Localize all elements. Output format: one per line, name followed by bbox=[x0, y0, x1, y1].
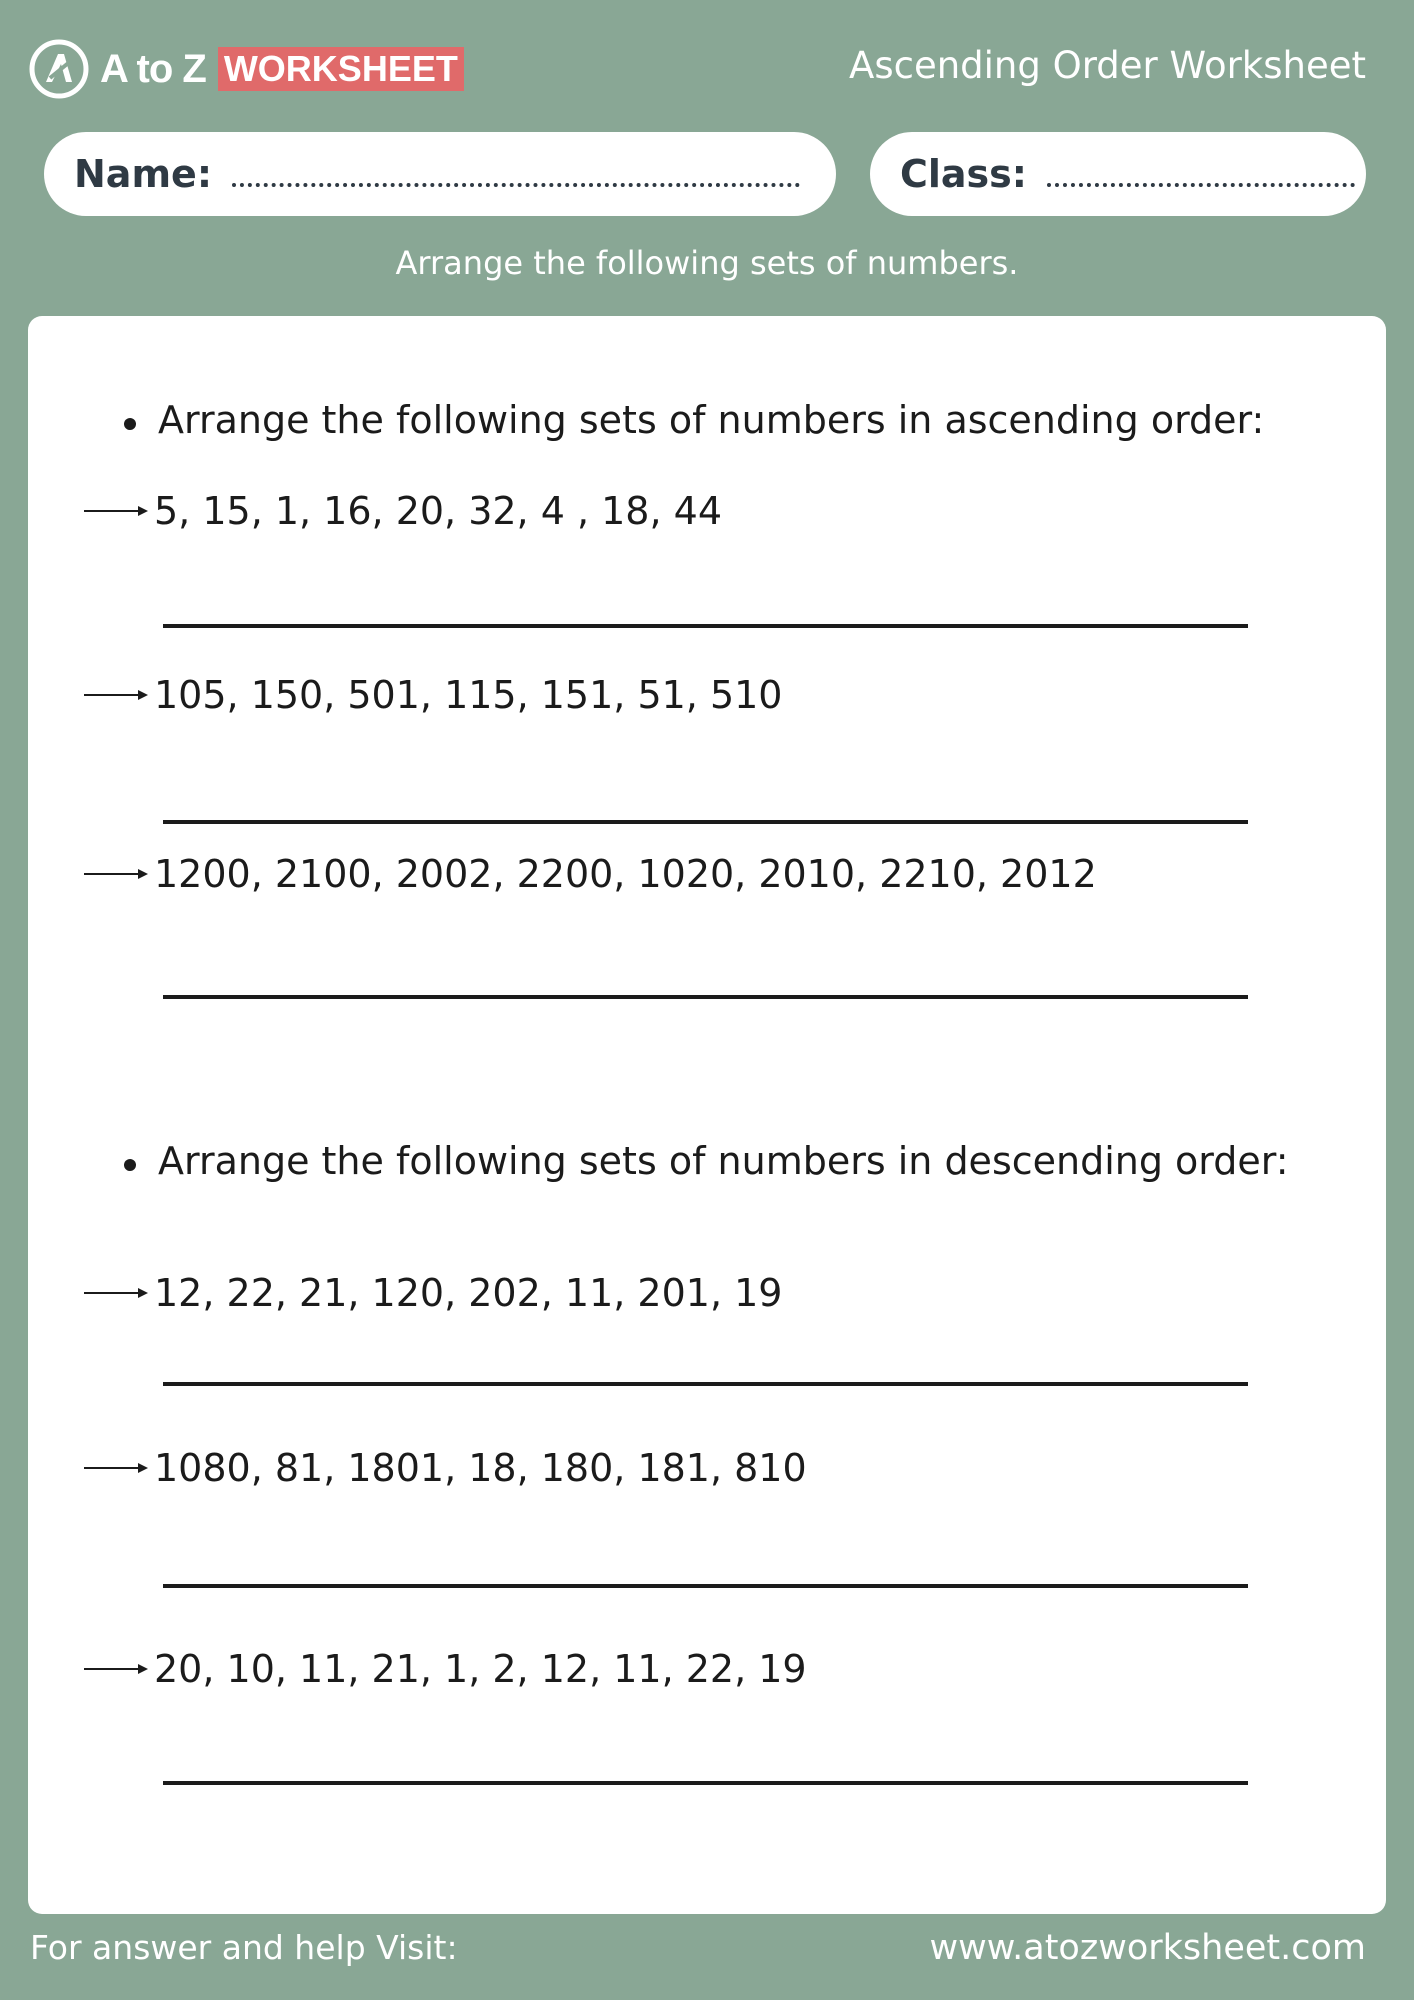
section-heading-descending: Arrange the following sets of numbers in descending order: bbox=[158, 1139, 1289, 1183]
class-label: Class: bbox=[900, 152, 1027, 196]
question-row bbox=[84, 849, 1097, 899]
name-dotted-line[interactable] bbox=[232, 183, 800, 187]
logo-text: A to Z bbox=[100, 46, 206, 91]
question-row bbox=[84, 1644, 807, 1694]
question-text: 1080, 81, 1801, 18, 180, 181, 810 bbox=[154, 1446, 807, 1490]
name-field[interactable] bbox=[44, 132, 836, 216]
class-dotted-line[interactable] bbox=[1047, 183, 1355, 187]
question-text: 105, 150, 501, 115, 151, 51, 510 bbox=[154, 673, 783, 717]
logo-badge: WORKSHEET bbox=[218, 47, 464, 91]
footer-website-link[interactable]: www.atozworksheet.com bbox=[929, 1928, 1366, 1968]
arrow-icon bbox=[84, 688, 148, 702]
section-heading-ascending: Arrange the following sets of numbers in ascending order: bbox=[158, 398, 1265, 442]
question-text: 20, 10, 11, 21, 1, 2, 12, 11, 22, 19 bbox=[154, 1647, 807, 1691]
arrow-icon bbox=[84, 1461, 148, 1475]
question-row bbox=[84, 486, 722, 536]
logo-icon bbox=[28, 38, 90, 100]
arrow-icon bbox=[84, 867, 148, 881]
site-logo bbox=[28, 38, 464, 100]
answer-line[interactable] bbox=[163, 1382, 1248, 1386]
arrow-icon bbox=[84, 1662, 148, 1676]
question-text: 5, 15, 1, 16, 20, 32, 4 , 18, 44 bbox=[154, 489, 722, 533]
name-label: Name: bbox=[74, 152, 213, 196]
instructions: Arrange the following sets of numbers. bbox=[395, 244, 1019, 282]
question-row bbox=[84, 670, 782, 720]
answer-line[interactable] bbox=[163, 1781, 1248, 1785]
answer-line[interactable] bbox=[163, 624, 1248, 628]
question-row bbox=[84, 1443, 807, 1493]
question-row bbox=[84, 1268, 782, 1318]
arrow-icon bbox=[84, 504, 148, 518]
class-field[interactable] bbox=[870, 132, 1366, 216]
answer-line[interactable] bbox=[163, 995, 1248, 999]
question-text: 1200, 2100, 2002, 2200, 1020, 2010, 2210, 2012 bbox=[154, 852, 1097, 896]
page-title: Ascending Order Worksheet bbox=[849, 44, 1366, 87]
answer-line[interactable] bbox=[163, 1584, 1248, 1588]
answer-line[interactable] bbox=[163, 820, 1248, 824]
question-text: 12, 22, 21, 120, 202, 11, 201, 19 bbox=[154, 1271, 783, 1315]
arrow-icon bbox=[84, 1286, 148, 1300]
footer-note: For answer and help Visit: bbox=[30, 1928, 458, 1967]
worksheet-card bbox=[28, 316, 1386, 1914]
